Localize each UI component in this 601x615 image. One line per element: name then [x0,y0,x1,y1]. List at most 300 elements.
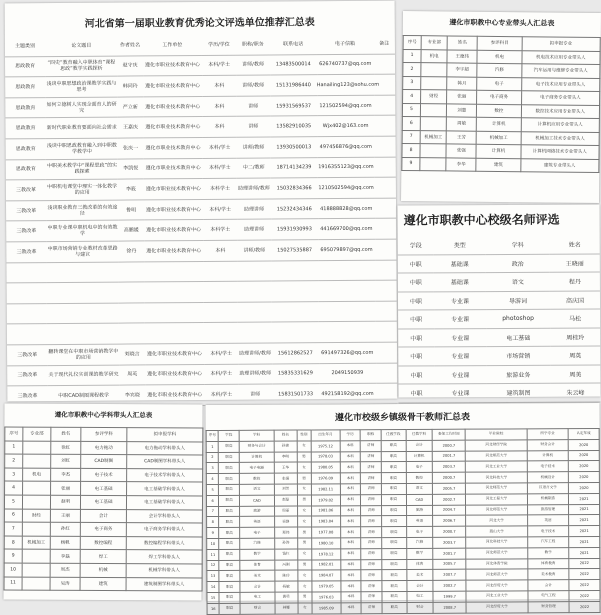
table-row [402,157,599,173]
table-cell: 职高 [219,463,240,474]
table-cell: 河北工业大学 [465,461,527,472]
table-cell: 美术教育 [528,569,569,580]
table-cell: 电子技术 [527,461,568,472]
table-cell [6,262,46,283]
table-row [4,549,202,564]
table-cell: 女 [297,581,311,592]
table-cell: 本科/学士 [204,384,238,405]
backbone-teachers-body [206,439,600,614]
table-cell [375,260,396,281]
table-cell: 讲师 [361,473,382,484]
table-row [7,363,397,386]
table-cell [22,522,50,536]
table-cell: 11 [4,577,22,591]
table-cell: 电子电器 [239,463,274,474]
table-cell: 2001.7 [433,548,466,559]
table-cell: 中职 [398,291,434,310]
table-cell: 河北财经学院 [465,440,527,451]
table-cell [376,321,397,342]
table-row [7,280,397,303]
table-cell: 河北师范大学 [465,450,527,461]
table-cell: 2002.7 [433,580,466,591]
table-cell: 电子商务 [477,90,521,104]
award-recommendation-sheet [5,1,398,402]
table-cell [318,280,375,301]
table-cell [119,282,145,303]
column-header: 作者姓名 [117,35,143,55]
column-header: 电子信箱 [316,34,373,54]
table-cell: 王晓丽 [550,253,600,272]
table-row [398,272,600,292]
table-cell: 1978.12 [312,549,341,560]
table-cell: 8 [207,517,219,528]
table-cell [374,116,395,137]
table-cell: 121502594@qq.com [317,95,374,116]
table-row [5,54,395,77]
table-cell: 孙涛 [275,538,298,549]
table-cell [23,481,51,495]
table-cell [119,303,145,324]
table-cell: 电子技术应用专业带头人 [521,77,600,91]
column-header: 认定年度 [568,428,599,439]
table-cell: 3 [403,76,421,90]
table-cell: 女 [297,441,311,452]
table-cell: 高鹏媛 [118,220,144,241]
table-cell: 497456876@qq.com [317,136,374,157]
table-cell: 讲师 [238,384,272,405]
table-cell: 计算机 [476,144,520,158]
table-cell: 李宾晓 [120,385,146,406]
table-cell: 本科 [202,96,236,117]
table-cell: 孙红 [50,522,80,536]
table-cell [144,302,203,323]
table-cell: 朱云峰 [550,383,600,402]
table-cell: 2022 [569,558,600,569]
table-cell: 周英 [550,346,600,365]
table-cell: 思政教育 [5,56,45,77]
award-body [5,54,397,407]
table-cell: 电子 [406,527,433,538]
table-cell: 张强 [446,144,476,158]
table-cell: 2022 [569,590,600,601]
table-cell: 讲师/教师 [236,55,270,76]
table-cell: 职高 [219,582,240,593]
table-cell: 职高 [219,603,240,614]
table-cell: 2000.7 [433,472,466,483]
subject-leaders-header-row [5,427,203,442]
table-cell: 男 [297,527,311,538]
table-cell: 2020 [568,439,599,450]
table-cell: 本科 [340,462,361,473]
table-cell: 5 [402,103,420,117]
column-header: 论文题目 [45,36,117,57]
table-cell: 15831501733 [272,384,319,405]
table-cell: 专业课 [434,328,486,347]
table-cell: 遵化市职业技术教育中心 [143,117,202,138]
table-cell: 1982.01 [312,559,341,570]
table-cell: 会计 [406,580,433,591]
table-cell: 汽车运用与维修专业带头人 [521,64,600,78]
table-cell [272,301,319,322]
column-header: 职称/职务 [236,35,270,55]
table-cell: 男 [297,560,311,571]
table-cell: 职高 [381,462,406,473]
table-cell: 2003.7 [433,462,466,473]
table-cell [375,301,396,322]
table-cell: 中职 [398,365,434,384]
table-cell: 中职 [398,310,434,329]
table-cell [374,54,395,75]
column-header: 拟申报学科 [127,428,203,442]
table-cell: 电力拖动学科带头人 [127,441,203,455]
column-header: 工作单位 [143,35,202,56]
table-cell: 鲁明 [118,200,144,221]
table-cell: 思政教育 [5,118,45,139]
table-cell: 陈玲 [275,570,298,581]
table-cell: 导游词 [486,291,550,310]
column-header: 类型 [434,236,486,254]
table-cell: 张丽 [447,90,477,104]
table-cell: 机械加工技术专业带头人 [521,131,600,145]
table-cell: 机械 [80,563,126,577]
table-cell: 河北师范大学 [466,569,528,580]
table-cell: 职高 [219,560,240,571]
table-cell: 电子 [240,527,275,538]
table-cell: 讲师 [361,548,382,559]
table-cell: 本科 [340,548,361,559]
column-header: 职称 [360,430,381,441]
column-header: 学段 [398,236,434,254]
table-cell: 讲师 [361,516,382,527]
table-cell: 讲师 [361,592,382,603]
table-cell [47,303,119,324]
column-header: 备注 [374,34,395,54]
table-cell: Wjx402@163.com [317,116,374,137]
table-cell: 机械加工 [22,536,50,550]
table-cell: 5 [206,484,218,495]
table-cell: 中职CAD制图课程教学 [48,385,120,406]
famous-teachers-header-row [398,235,600,254]
table-cell: 2021 [569,547,600,558]
table-cell: 旅游 [406,505,433,516]
table-cell: 女 [298,603,312,614]
table-cell: 2000.7 [433,526,466,537]
column-header: 学历 [340,430,361,441]
table-cell: 数学 [240,549,275,560]
table-cell: 钱红 [275,549,298,560]
table-cell: 1982.11 [311,484,340,495]
table-cell: 遵化市职业技术教育中心 [144,240,203,261]
table-cell: 汽车工程 [528,537,569,548]
table-cell [23,441,51,455]
table-cell: 中职 [398,273,434,292]
table-cell: 职高 [219,441,240,452]
table-cell: 讲师 [360,451,381,462]
table-cell: 女 [297,570,311,581]
table-cell: 13483500014 [270,54,317,75]
table-cell: 李明 [274,452,297,463]
table-cell: 15931569537 [270,95,317,116]
table-cell: 本科 [341,602,362,613]
table-cell: 旅游管理 [527,504,568,515]
column-header: 学历/学位 [202,35,236,55]
table-cell: 5 [4,495,22,509]
table-cell: 7 [4,522,22,536]
table-cell: 1980.05 [311,462,340,473]
table-cell: 讲师 [360,440,381,451]
table-cell: 王芳 [446,130,476,144]
table-cell: 徐红 [51,441,81,455]
table-cell: 周杰 [50,563,80,577]
column-header: 联系电话 [270,34,317,54]
table-row [398,383,600,403]
table-cell: 周桂玲 [550,327,600,346]
table-cell: 男 [297,538,311,549]
table-cell: 河北工业大学 [466,591,528,602]
table-cell: CAD制图 [81,455,127,469]
table-cell: 8 [4,536,22,550]
table-cell: 机械加工 [476,131,520,145]
table-cell: 郑伟 [275,527,298,538]
table-cell: 职高 [219,528,240,539]
table-row [5,454,203,469]
table-cell: 2020 [568,472,599,483]
table-cell [375,239,396,260]
table-cell: 周美 [550,364,600,383]
table-cell [144,282,203,303]
table-cell: 4 [206,474,218,485]
table-cell: 1999.7 [433,591,466,602]
table-cell [375,198,396,219]
table-cell: 10 [207,538,219,549]
table-cell: 英语 [239,517,274,528]
award-header-row [5,34,395,57]
table-cell: 河北科技大学 [466,537,528,548]
table-cell: 2005.7 [433,483,466,494]
table-cell: 电工基础学科带头人 [126,496,202,510]
table-cell: 机电 [421,49,447,63]
table-cell: 语文 [406,483,433,494]
table-cell: 职高 [381,483,406,494]
table-cell: 中职机电课堂中理实一体化教学的应用 [46,179,118,200]
table-cell: 三教改革 [7,344,47,365]
table-row [398,253,600,273]
table-cell: 男 [297,495,311,506]
table-cell: 男 [297,473,311,484]
table-cell: 电工基础 [80,495,126,509]
table-cell: 英语 [406,516,433,527]
table-cell: 思政教育 [5,77,45,98]
table-cell: 1984.07 [312,570,341,581]
table-cell: 财经 [421,90,447,104]
table-cell: 讲师/教师 [237,240,271,261]
table-cell: 计算机 [239,452,274,463]
table-cell: 严立新 [118,97,144,118]
table-cell: 本科 [341,581,362,592]
table-cell: 职高 [219,452,240,463]
table-cell: 2020 [568,482,599,493]
table-cell: 思政教育 [6,159,46,180]
table-cell: 1980.10 [312,538,341,549]
table-cell: 4 [5,481,23,495]
table-cell: 2 [5,454,23,468]
subject-leaders-table [4,426,204,591]
table-cell: 林娜 [275,603,298,614]
column-header: 序号 [5,427,23,441]
table-cell: 职高 [382,559,407,570]
table-cell: 6 [206,495,218,506]
table-cell: 电工 [406,591,433,602]
table-cell: 讲师/教师 [236,75,270,96]
column-header: 姓名 [447,36,477,50]
table-cell: 财会 [407,602,434,613]
table-cell: 张强 [274,473,297,484]
table-cell: 职高 [219,549,240,560]
table-cell: 电子商务专业带头人 [521,91,600,105]
table-cell: 15131986440 [270,75,317,96]
table-cell [204,323,238,344]
table-cell: 女 [297,462,311,473]
table-cell: 本科/学士 [202,55,236,76]
famous-teachers-title: 遵化市职教中心校级名师评选 [403,212,560,228]
table-cell: 王丽 [50,509,80,523]
table-cell: 数控 [477,104,521,118]
table-cell: 建筑 [80,577,126,591]
table-cell: 1 [5,441,23,455]
table-cell: 电力拖动 [81,441,127,455]
table-cell [237,261,271,282]
table-cell: CAD [239,495,274,506]
table-cell: 基础课 [434,254,486,273]
table-cell: 职高 [381,537,406,548]
backbone-teachers-table [206,428,601,615]
table-cell: 2049150939 [319,363,376,384]
table-row [6,177,396,200]
table-cell: 建筑制图 [486,383,550,402]
table-cell: 会计 [80,509,126,523]
table-cell: 2006.7 [433,516,466,527]
table-cell: 18714134239 [271,157,318,178]
table-cell: 讲师 [361,538,382,549]
table-cell: 遵化市职业技术教育中心 [144,179,203,200]
table-row [4,495,202,510]
table-cell: 职高 [381,451,406,462]
table-cell: 机械学科带头人 [126,564,202,578]
table-cell: 遵化市职业技术教育中心 [144,220,203,241]
table-cell: 机电技术应用专业带头人 [522,50,601,64]
table-cell: 2022 [569,569,600,580]
table-cell: 电子技术 [81,468,127,482]
table-cell: 财经 [22,509,50,523]
table-cell: 河北大学 [466,515,528,526]
table-cell: 河北体育学院 [466,558,528,569]
table-cell: 本科 [340,495,361,506]
table-cell: 遵化市职业技术教育中心 [145,364,204,385]
table-cell: 1 [403,49,421,63]
table-cell [238,302,272,323]
table-cell: 语文 [486,272,550,291]
table-cell: 2022 [569,580,600,591]
table-cell: 三教改革 [7,386,47,407]
table-cell: 15 [207,592,219,603]
table-cell: 本科学士 [203,178,237,199]
table-cell: 电工基础 [486,328,550,347]
table-cell: 2 [403,62,421,76]
table-cell: 本科 [340,441,361,452]
table-cell: 职高 [381,494,406,505]
table-cell [7,303,47,324]
table-cell: 数控技术应用专业带头人 [521,104,600,118]
table-cell: 2020 [568,450,599,461]
table-cell: 10 [4,563,22,577]
table-cell: 讲师/教师 [237,137,271,158]
table-cell: 1977.08 [312,527,341,538]
table-cell: 李磊 [50,550,80,564]
table-cell: 电工基础 [81,482,127,496]
table-cell [375,280,396,301]
table-row [5,468,203,483]
table-cell: 政治 [486,254,550,273]
subject-leaders-title: 遵化市职教中心学科带头人汇总表 [54,410,153,420]
table-cell: 职高 [382,591,407,602]
table-row [4,522,202,537]
table-cell: 语文 [239,484,274,495]
table-cell: 电子技术学科带头人 [127,468,203,482]
table-cell: 626740737@qq.com [317,54,374,75]
table-cell: 助理讲师 [237,219,271,240]
table-cell: 会计 [240,581,275,592]
table-cell: 遵化市职业技术教育中心 [143,158,202,179]
table-cell: 机械设计 [527,472,568,483]
table-cell [420,117,446,131]
table-cell [238,281,272,302]
table-cell: 河北师范大学 [466,504,528,515]
table-cell: 数控 [239,473,274,484]
table-cell: 418888828@qq.com [318,198,375,219]
table-cell: 441669700@qq.com [318,219,375,240]
table-cell: 2002.7 [433,494,466,505]
column-header: 参评科目 [477,36,521,50]
table-cell [374,136,395,157]
table-cell [420,103,446,117]
table-row [6,157,396,180]
table-cell [7,283,47,304]
table-cell: 9 [207,528,219,539]
table-cell: 汽修 [240,538,275,549]
table-cell [374,157,395,178]
column-header: 学科 [239,430,274,441]
table-cell: 徐丹 [119,241,145,262]
table-cell: 16 [207,603,219,614]
column-header: 专业部 [23,427,51,441]
table-cell: 助理讲师/教师 [238,343,272,364]
table-row [4,536,202,551]
table-cell: 讲师 [361,602,382,613]
table-cell: 电工基础学科带头人 [127,482,203,496]
table-cell: 李凯悦 [118,158,144,179]
table-cell: 本科 [203,117,237,138]
table-cell: 河北经贸大学 [466,602,528,613]
column-header: 性别 [297,430,311,441]
table-cell: 中职 [398,347,434,366]
table-cell: 数控 [406,473,433,484]
table-cell: 本科 [340,516,361,527]
table-cell: 助理讲师/教师 [238,364,272,385]
table-cell: 旅游业务 [486,365,550,384]
table-cell: 王嘉庆 [118,117,144,138]
table-cell: 电工 [240,592,275,603]
table-cell [119,323,145,344]
